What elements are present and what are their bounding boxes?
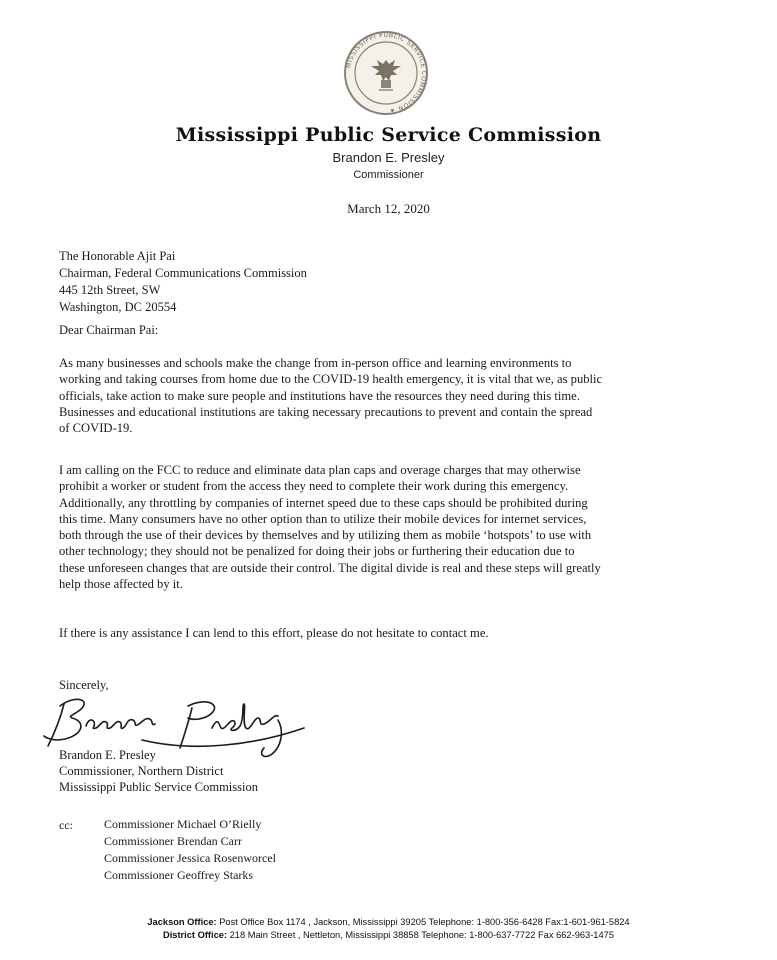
letterhead-organization: Mississippi Public Service Commission [175, 124, 602, 146]
paragraph-line: other technology; they should not be penalized for doing their jobs or furthering their education due to [59, 544, 575, 559]
footer-district-text: 218 Main Street , Nettleton, Mississippi 38858 Telephone: 1-800-637-7722 Fax 662-963-1475 [229, 930, 614, 940]
letter-date: March 12, 2020 [347, 201, 430, 216]
signer-organization: Mississippi Public Service Commission [59, 780, 258, 794]
cc-name: Commissioner Brendan Carr [104, 834, 242, 848]
paragraph-line: Businesses and educational institutions are taking necessary precautions to prevent and contain the spread [59, 404, 593, 419]
signature-block [59, 747, 258, 795]
letterhead-footer [0, 916, 777, 942]
body-paragraph-2 [59, 462, 729, 592]
cc-name: Commissioner Jessica Rosenworcel [104, 851, 276, 865]
paragraph-line: help those affected by it. [59, 577, 183, 592]
footer-jackson-label: Jackson Office: [147, 917, 217, 927]
paragraph-line: If there is any assistance I can lend to this effort, please do not hesitate to contact me. [59, 626, 489, 640]
cc-list [104, 816, 276, 884]
signer-name: Brandon E. Presley [59, 748, 156, 762]
paragraph-line: I am calling on the FCC to reduce and eliminate data plan caps and overage charges that may otherwise [59, 463, 581, 477]
footer-jackson-text: Post Office Box 1174 , Jackson, Mississippi 39205 Telephone: 1-800-356-6428 Fax:1-601-961-5824 [219, 917, 630, 927]
cc-name: Commissioner Michael O’Rielly [104, 817, 262, 831]
footer-jackson-office [0, 916, 777, 929]
paragraph-line: As many businesses and schools make the change from in-person office and learning environments to [59, 356, 572, 370]
paragraph-line: both through the use of their devices by themselves and by utilizing them as mobile ‘hotspots’ to use with [59, 528, 592, 543]
cc-name: Commissioner Geoffrey Starks [104, 868, 254, 882]
paragraph-line: officials, take action to make sure people and institutions have the resources they need during this time. [59, 388, 580, 403]
body-paragraph-1 [59, 355, 729, 436]
letterhead-name: Brandon E. Presley [332, 150, 445, 165]
paragraph-line: prohibit a worker or student from the access they need to complete their work during this emergency. [59, 479, 569, 494]
letterhead-role: Commissioner [353, 169, 424, 181]
cc-label: cc: [59, 818, 73, 832]
signer-title: Commissioner, Northern District [59, 764, 224, 778]
footer-district-office [0, 929, 777, 942]
address-line: The Honorable Ajit Pai [59, 249, 176, 263]
footer-district-label: District Office: [162, 930, 228, 940]
paragraph-line: these unforeseen changes that are outside their control. The digital divide is real and these steps will greatly [59, 560, 601, 575]
paragraph-line: this time. Many consumers have no other option than to utilize their mobile devices for internet services, [59, 511, 587, 526]
recipient-address [59, 248, 307, 316]
address-line: Washington, DC 20554 [59, 300, 177, 314]
state-seal-icon [343, 30, 429, 116]
paragraph-line: Additionally, any throttling by companies of internet speed due to these caps should be prohibited during [59, 495, 588, 510]
paragraph-line: working and taking courses from home due to the COVID-19 health emergency, it is vital that we, as public [59, 372, 603, 387]
paragraph-line: of COVID-19. [59, 421, 133, 436]
address-line: Chairman, Federal Communications Commission [59, 266, 307, 280]
svg-text:MISSISSIPPI PUBLIC SERVICE COM: MISSISSIPPI PUBLIC SERVICE COMMISSION ★ [345, 31, 428, 114]
body-paragraph-3 [59, 625, 729, 641]
salutation: Dear Chairman Pai: [59, 323, 159, 337]
closing: Sincerely, [59, 678, 109, 692]
address-line: 445 12th Street, SW [59, 283, 161, 297]
